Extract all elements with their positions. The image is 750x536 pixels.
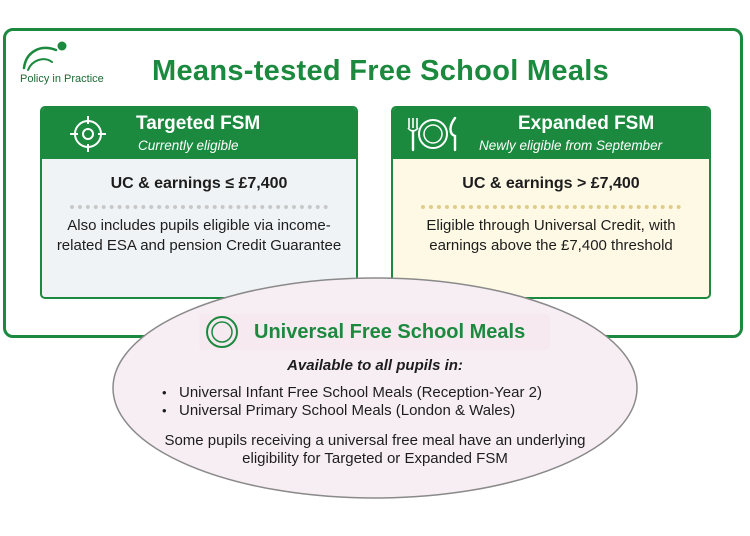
universal-fsm-title: Universal Free School Meals [254, 321, 526, 343]
list-item-label: Universal Infant Free School Meals (Reception-Year 2) [179, 384, 542, 401]
expanded-fsm-rule: UC & earnings > £7,400 [462, 175, 640, 192]
list-item [162, 384, 542, 402]
list-item-label: Universal Primary School Meals (London & Wales) [179, 401, 516, 419]
universal-note: Some pupils receiving a universal free meal have an underlying eligibility for Targeted or Expanded FSM [164, 432, 586, 467]
list-item [162, 402, 542, 420]
bullet-icon: • [162, 402, 167, 418]
logo-text: Policy in Practice [20, 73, 104, 85]
universal-available-text: Available to all pupils in: [287, 357, 463, 374]
expanded-fsm-description: Eligible through Universal Credit, with earnings above the £7,400 threshold [426, 217, 676, 254]
plate-icon [205, 315, 239, 349]
bullet-icon: • [162, 385, 167, 400]
targeted-fsm-subtitle: Currently eligible [138, 138, 239, 153]
targeted-fsm-description: Also includes pupils eligible via income-related ESA and pension Credit Guarantee [56, 217, 342, 254]
universal-list [162, 384, 542, 419]
page-title: Means-tested Free School Meals [152, 55, 610, 87]
universal-fsm-header [199, 314, 550, 350]
expanded-fsm-title: Expanded FSM [518, 113, 655, 134]
targeted-fsm-rule: UC & earnings ≤ £7,400 [110, 175, 288, 192]
targeted-fsm-title: Targeted FSM [136, 113, 261, 134]
expanded-fsm-subtitle: Newly eligible from September [479, 138, 663, 153]
